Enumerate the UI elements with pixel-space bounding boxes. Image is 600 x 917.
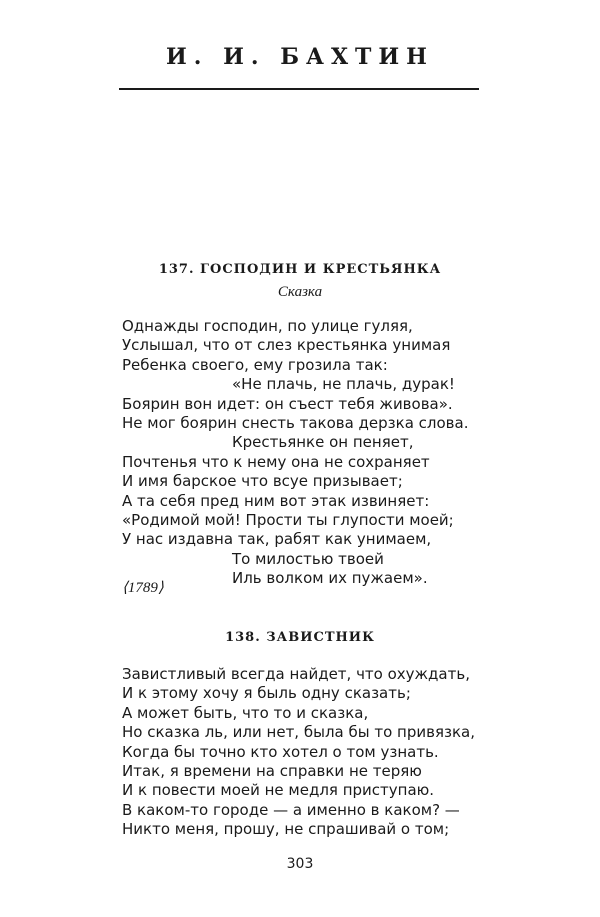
- verse-line: У нас издавна так, рабят как унимаем,: [122, 530, 432, 549]
- verse-line: Иль волком их пужаем».: [232, 569, 428, 588]
- verse-line: И к этому хочу я быль одну сказать;: [122, 684, 411, 703]
- poem-verse: [0, 317, 600, 588]
- running-head-author: И. И. БАХТИН: [166, 44, 434, 70]
- verse-line: Крестьянке он пеняет,: [232, 433, 414, 452]
- verse-line: Итак, я времени на справки не теряю: [122, 761, 422, 780]
- verse-line: А может быть, что то и сказка,: [122, 703, 369, 722]
- verse-line: Но сказка ль, или нет, была бы то привязка,: [122, 723, 475, 742]
- poem-date: ⟨1789⟩: [122, 580, 164, 596]
- verse-line: Однажды господин, по улице гуляя,: [122, 317, 413, 335]
- verse-line: Почтенья что к нему она не сохраняет: [122, 452, 430, 471]
- verse-line: И имя барское что всуе призывает;: [122, 472, 403, 491]
- verse-line: А та себя пред ним вот этак извиняет:: [122, 491, 430, 510]
- verse-line: Когда бы точно кто хотел о том узнать.: [122, 742, 439, 761]
- verse-line: Никто меня, прошу, не спрашивай о том;: [122, 820, 450, 839]
- verse-line: «Не плачь, не плачь, дурак!: [232, 375, 455, 394]
- verse-line: «Родимой мой! Прости ты глупости моей;: [122, 510, 454, 529]
- verse-line: И к повести моей не медля приступаю.: [122, 781, 435, 800]
- poem-title-2: 138. ЗАВИСТНИК: [225, 630, 375, 645]
- verse-line: Боярин вон идет: он съест тебя живова».: [122, 394, 453, 413]
- verse-line: Услышал, что от слез крестьянка унимая: [122, 336, 451, 355]
- verse-line: В каком-то городе — а именно в каком? —: [122, 800, 460, 819]
- poem-title: 137. ГОСПОДИН И КРЕСТЬЯНКА: [158, 262, 442, 277]
- poem-subtitle: Сказка: [277, 284, 323, 300]
- verse-line: Не мог боярин снесть такова дерзка слова.: [122, 413, 469, 432]
- verse-line: Завистливый всегда найдет, что охуждать,: [122, 665, 470, 683]
- header-rule: [119, 88, 479, 90]
- verse-line: Ребенка своего, ему грозила так:: [122, 355, 388, 374]
- verse-line: То милостью твоей: [232, 549, 384, 568]
- poem-verse-2: [0, 665, 600, 840]
- page-number: 303: [286, 856, 314, 872]
